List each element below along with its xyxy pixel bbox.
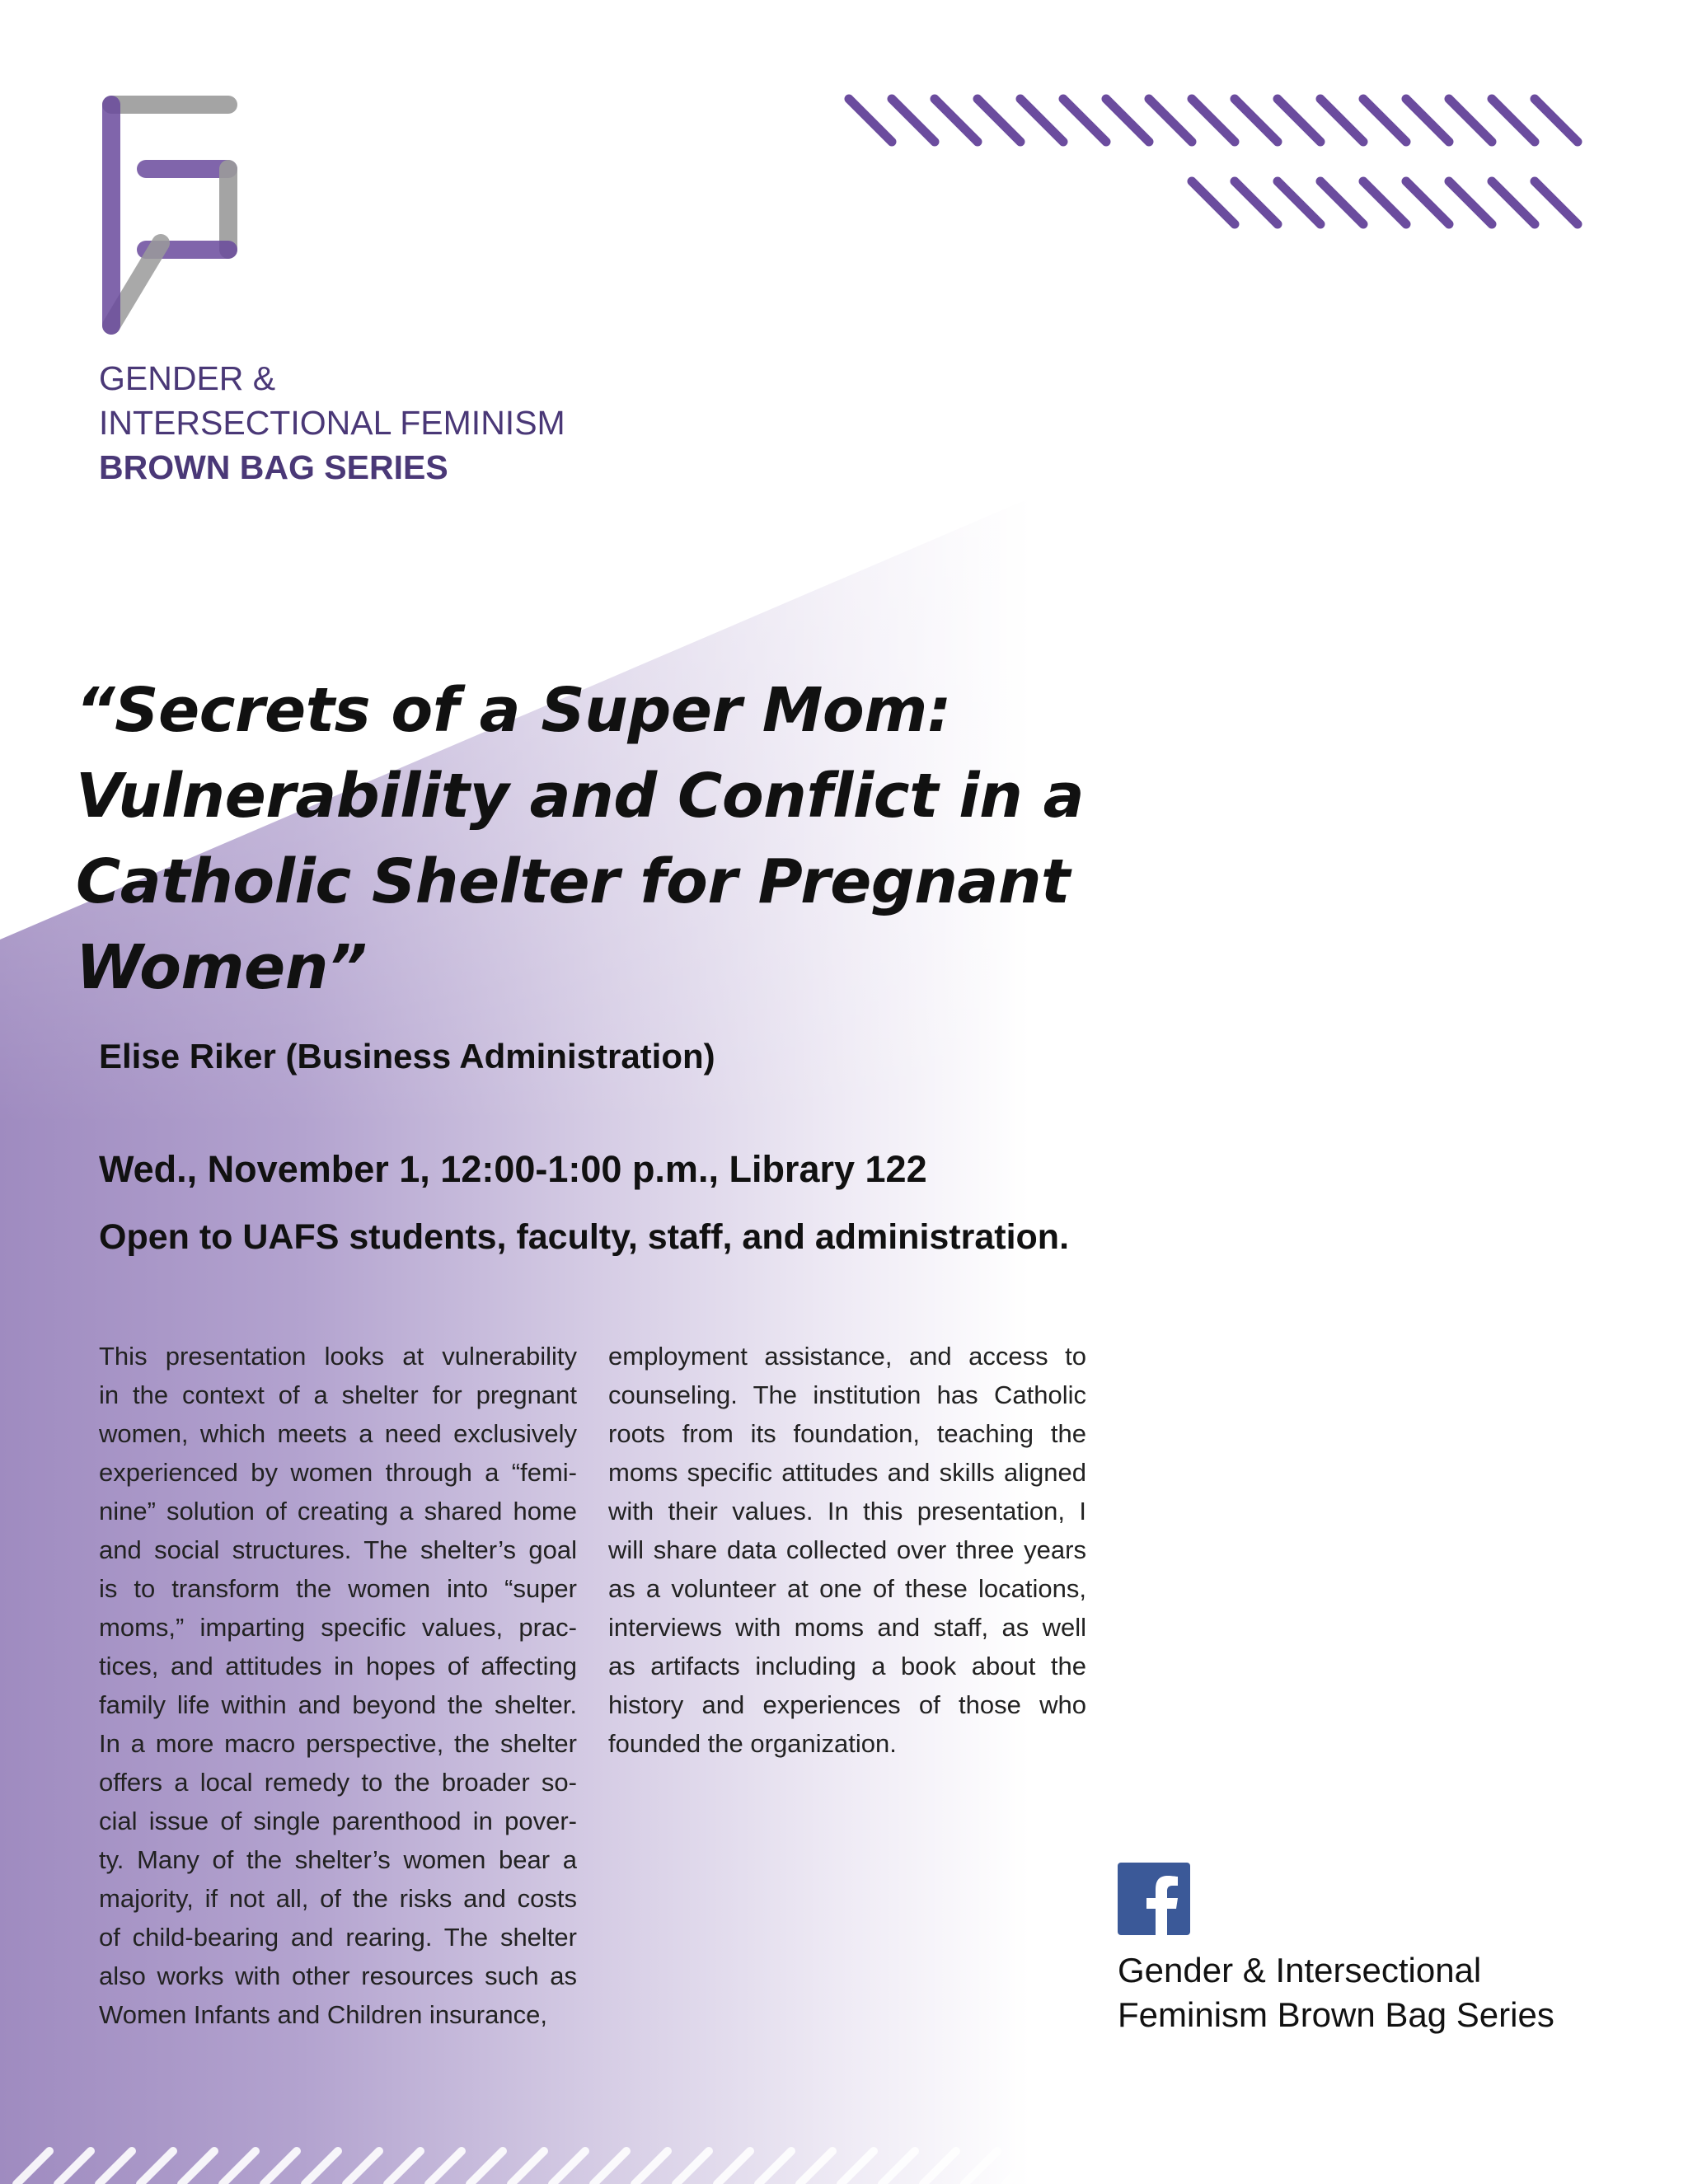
- series-heading: [99, 356, 676, 490]
- speaker-name: Elise Riker (Business Administration): [99, 1037, 715, 1076]
- abstract-line: and social structures. The shelter’s goal: [99, 1535, 577, 1564]
- abstract-line: experienced by women through a “femi-: [99, 1458, 577, 1487]
- abstract-line: women, which meets a need exclusively: [99, 1419, 577, 1448]
- abstract-line: cial issue of single parenthood in pover-: [99, 1807, 577, 1835]
- abstract-line: ty. Many of the shelter’s women bear a: [99, 1845, 577, 1874]
- abstract-line: family life within and beyond the shelter.: [99, 1690, 577, 1719]
- abstract-line: history and experiences of those who: [608, 1690, 1086, 1719]
- gender-feminism-logo: [95, 95, 243, 342]
- facebook-page-line-2: Feminism Brown Bag Series: [1118, 1995, 1554, 2034]
- abstract-line: of child-bearing and rearing. The shelter: [99, 1923, 577, 1952]
- abstract-line: will share data collected over three years: [608, 1535, 1086, 1564]
- abstract-line: Women Infants and Children insurance,: [99, 2000, 547, 2029]
- abstract-line: offers a local remedy to the broader so-: [99, 1768, 577, 1797]
- abstract-line: moms specific attitudes and skills aligned: [608, 1458, 1086, 1487]
- talk-title: [76, 668, 1200, 1010]
- abstract-line: also works with other resources such as: [99, 1961, 577, 1990]
- talk-title-line: Women”: [76, 932, 368, 1003]
- abstract-line: nine” solution of creating a shared home: [99, 1497, 577, 1526]
- talk-title-line: Catholic Shelter for Pregnant: [76, 846, 1070, 917]
- series-line-3: BROWN BAG SERIES: [99, 448, 448, 486]
- abstract-line: roots from its foundation, teaching the: [608, 1419, 1086, 1448]
- abstract-line: interviews with moms and staff, as well: [608, 1613, 1086, 1642]
- event-date-time-location: Wed., November 1, 12:00-1:00 p.m., Library 122: [99, 1148, 927, 1190]
- facebook-page-name[interactable]: [1118, 1948, 1678, 2037]
- abstract-column-1: [99, 1337, 577, 2034]
- series-line-1: GENDER &: [99, 359, 276, 397]
- abstract-line: in the context of a shelter for pregnant: [99, 1380, 577, 1409]
- abstract-line: tices, and attitudes in hopes of affecting: [99, 1652, 577, 1680]
- abstract-line: moms,” imparting specific values, prac-: [99, 1613, 577, 1642]
- abstract-line: In a more macro perspective, the shelter: [99, 1729, 577, 1758]
- talk-title-line: Vulnerability and Conflict in a: [76, 761, 1085, 832]
- abstract-line: employment assistance, and access to: [608, 1342, 1086, 1371]
- stripes-top: [849, 99, 1578, 142]
- abstract-line: counseling. The institution has Catholic: [608, 1380, 1086, 1409]
- abstract-line: as a volunteer at one of these locations,: [608, 1574, 1086, 1603]
- abstract-line: as artifacts including a book about the: [608, 1652, 1086, 1680]
- series-line-2: INTERSECTIONAL FEMINISM: [99, 404, 565, 442]
- abstract-line: majority, if not all, of the risks and costs: [99, 1884, 577, 1913]
- abstract-line: is to transform the women into “super: [99, 1574, 577, 1603]
- stripes-top-row-2: [1192, 181, 1578, 224]
- audience-note: Open to UAFS students, faculty, staff, and administration.: [99, 1217, 1070, 1257]
- facebook-page-line-1: Gender & Intersectional: [1118, 1951, 1482, 1990]
- talk-title-line: “Secrets of a Super Mom:: [76, 675, 951, 746]
- abstract-line: with their values. In this presentation, I: [608, 1497, 1086, 1526]
- abstract-column-2: [608, 1337, 1086, 1763]
- facebook-glyph: [1118, 1863, 1190, 1935]
- abstract-line: This presentation looks at vulnerability: [99, 1342, 577, 1371]
- abstract-line: founded the organization.: [608, 1729, 897, 1758]
- facebook-icon[interactable]: [1118, 1863, 1190, 1935]
